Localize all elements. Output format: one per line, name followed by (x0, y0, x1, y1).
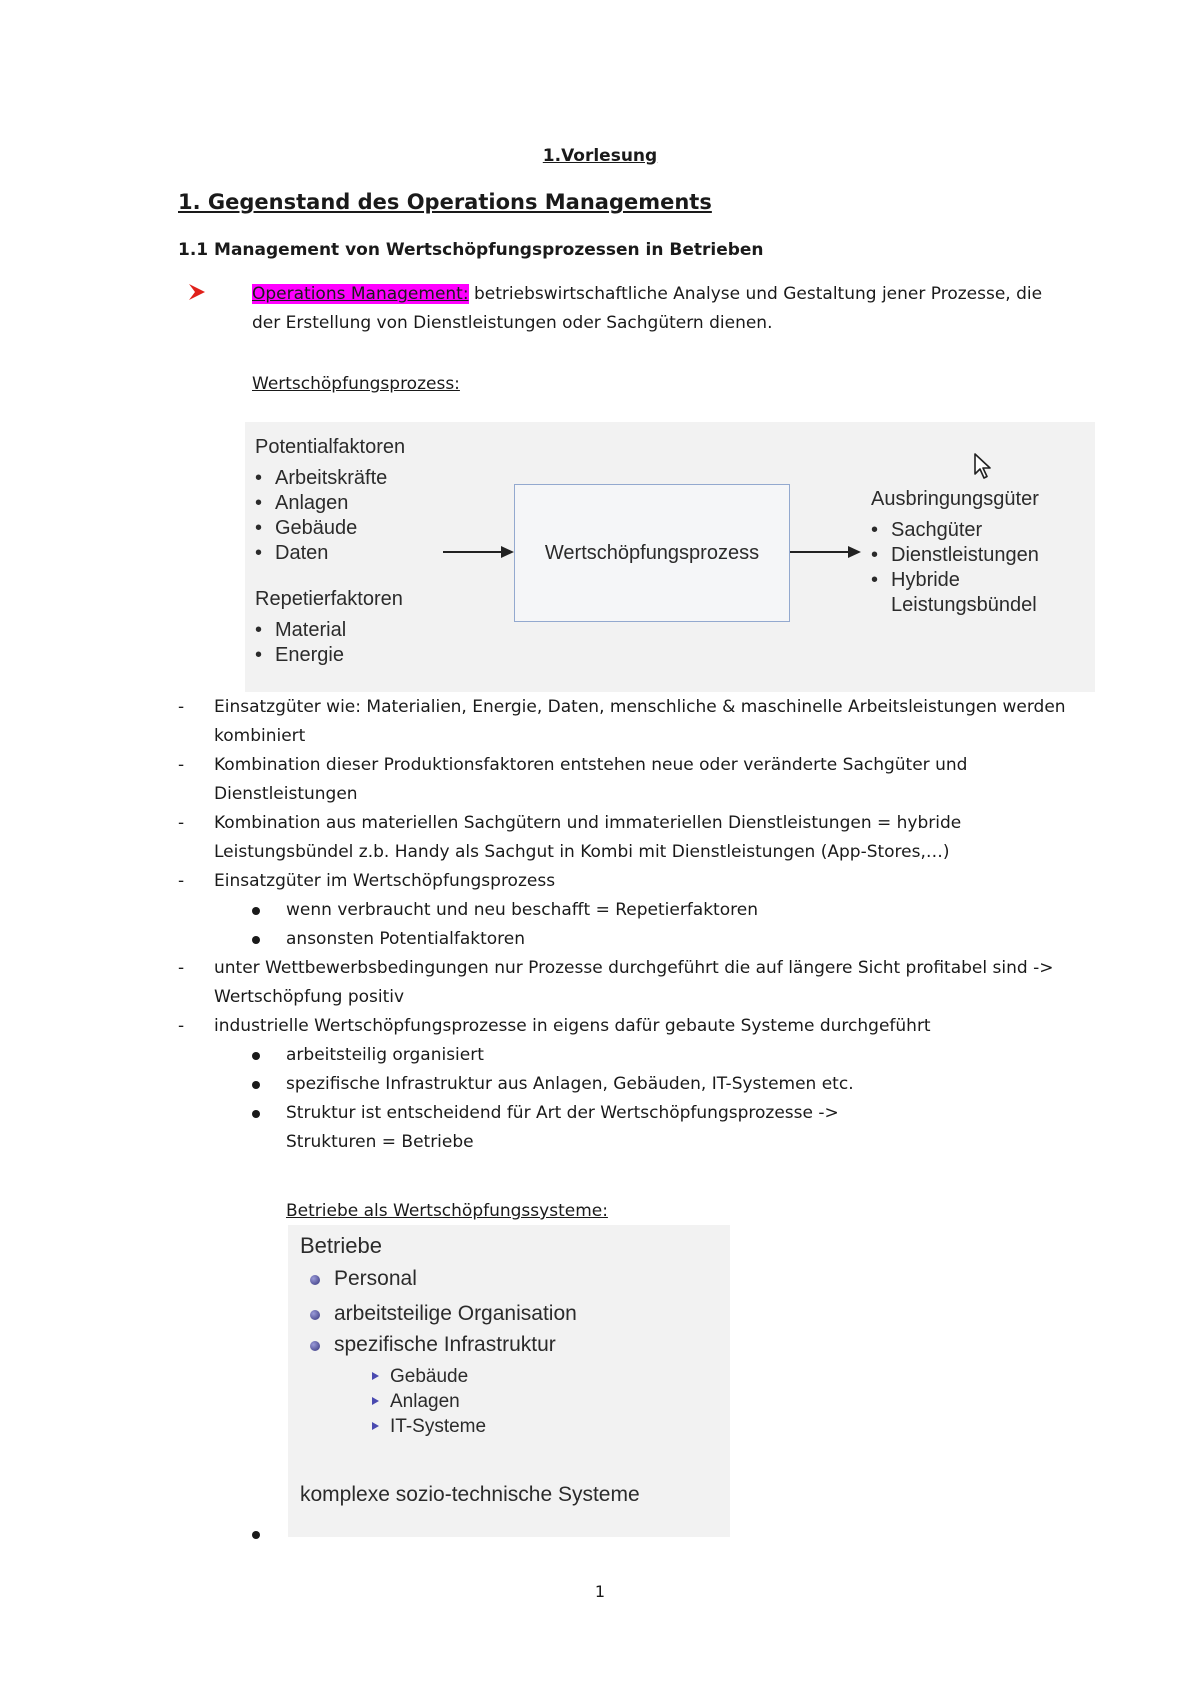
list-item: • Sachgüter (869, 518, 1069, 543)
round-bullet-icon (310, 1341, 320, 1351)
triangle-bullet-icon (372, 1372, 379, 1380)
intro-paragraph (252, 280, 1072, 338)
triangle-bullet-icon (372, 1397, 379, 1405)
output-arrow-head-icon (848, 546, 861, 558)
potential-factors-title: Potentialfaktoren (255, 436, 406, 458)
diagram-sub-item-text: Gebäude (390, 1366, 469, 1387)
list-item-text: Einsatzgüter im Wertschöpfungsprozess (214, 871, 556, 891)
diagram-footer: komplexe sozio-technische Systeme (300, 1483, 640, 1506)
dash-bullet: - (178, 1016, 185, 1036)
list-item: • Hybride Leistungsbündel (869, 568, 1061, 618)
diagram-sub-item (368, 1416, 486, 1438)
dash-bullet: - (178, 697, 185, 717)
dot-bullet (252, 907, 260, 915)
sub-list-item (178, 1070, 1078, 1099)
list-item (178, 693, 1078, 751)
sub-list-item (178, 896, 1078, 925)
output-goods-list (869, 518, 1069, 618)
input-arrow-head-icon (501, 546, 514, 558)
list-item-text: Kombination dieser Produktionsfaktoren entstehen neue oder veränderte Sachgüter und Dienstleistungen (214, 755, 968, 804)
list-item (178, 751, 1078, 809)
diagram-item-text: arbeitsteilige Organisation (334, 1302, 577, 1325)
diagram-sub-item (368, 1366, 468, 1388)
diagram-sub-item-text: Anlagen (390, 1391, 460, 1412)
process-box: Wertschöpfungsprozess (514, 484, 790, 622)
list-item-text: unter Wettbewerbsbedingungen nur Prozesse durchgeführt die auf längere Sicht profitabel sind -> Wertschöpfung positiv (214, 958, 1054, 1007)
subsection-heading: 1.1 Management von Wertschöpfungsprozessen in Betrieben (178, 240, 764, 260)
dot-bullet (252, 936, 260, 944)
empty-bullet (252, 1531, 260, 1539)
dot-bullet (252, 1052, 260, 1060)
intro-text: betriebswirtschaftliche Analyse und Gestaltung jener Prozesse, die der Erstellung von Dienstleistungen oder Sachgütern dienen. (252, 284, 1043, 333)
diagram-sub-item-text: IT-Systeme (390, 1416, 487, 1437)
dash-bullet: - (178, 958, 185, 978)
round-bullet-icon (310, 1310, 320, 1320)
diagram-item-text: Personal (334, 1267, 417, 1290)
input-arrow-line (443, 551, 503, 553)
triangle-bullet-icon (372, 1422, 379, 1430)
list-item: • Dienstleistungen (869, 543, 1069, 568)
list-item-text: Einsatzgüter wie: Materialien, Energie, Daten, menschliche & maschinelle Arbeitsleistungen werden kombiniert (214, 697, 1066, 746)
list-item-text: Kombination aus materiellen Sachgütern und immateriellen Dienstleistungen = hybride Leistungsbündel z.b. Handy als Sachgut in Kombi mit Dienstleistungen (App-Stores,…) (214, 813, 962, 862)
highlighted-term: Operations Management: (252, 284, 469, 304)
list-item-text: wenn verbraucht und neu beschafft = Repetierfaktoren (286, 900, 758, 920)
operations-systems-diagram (288, 1225, 730, 1537)
list-item-text: arbeitsteilig organisiert (286, 1045, 484, 1065)
dot-bullet (252, 1081, 260, 1089)
sub-list-item (178, 1041, 1078, 1070)
process-label: Wertschöpfungsprozess: (252, 374, 460, 394)
repetier-factors-list (253, 618, 346, 668)
diagram-sub-item (368, 1391, 460, 1413)
repetier-factors-title: Repetierfaktoren (255, 588, 403, 610)
arrow-bullet-icon (187, 283, 207, 301)
diagram-item (300, 1333, 556, 1357)
list-item-text: spezifische Infrastruktur aus Anlagen, Gebäuden, IT-Systemen etc. (286, 1074, 854, 1094)
value-creation-diagram (245, 422, 1095, 692)
section-heading: 1. Gegenstand des Operations Managements (178, 190, 712, 214)
list-item: • Arbeitskräfte (253, 466, 387, 491)
diagram-item (300, 1302, 577, 1326)
list-item: • Daten (253, 541, 387, 566)
list-item-text: ansonsten Potentialfaktoren (286, 929, 526, 949)
list-item: • Energie (253, 643, 346, 668)
potential-factors-list (253, 466, 387, 566)
sub-list-item (178, 1099, 926, 1157)
diagram-item (300, 1267, 417, 1291)
diagram-item-text: spezifische Infrastruktur (334, 1333, 556, 1356)
list-item (178, 954, 1078, 1012)
list-item: • Gebäude (253, 516, 387, 541)
page-number: 1 (594, 1582, 606, 1601)
list-item: • Material (253, 618, 346, 643)
output-arrow-line (790, 551, 850, 553)
list-item (178, 1012, 1078, 1041)
diagram-title: Betriebe (300, 1233, 382, 1258)
output-goods-title: Ausbringungsgüter (871, 488, 1039, 510)
dot-bullet (252, 1110, 260, 1118)
lecture-title: 1.Vorlesung (542, 146, 658, 166)
list-item (178, 809, 1078, 867)
dash-bullet: - (178, 755, 185, 775)
list-item: • Anlagen (253, 491, 387, 516)
cursor-icon (972, 452, 994, 482)
content-list (178, 693, 1078, 1157)
betriebe-label: Betriebe als Wertschöpfungssysteme: (286, 1201, 608, 1221)
dash-bullet: - (178, 871, 185, 891)
list-item (178, 867, 1078, 896)
list-item-text: Struktur ist entscheidend für Art der Wertschöpfungsprozesse -> Strukturen = Betriebe (286, 1103, 839, 1152)
list-item-text: industrielle Wertschöpfungsprozesse in eigens dafür gebaute Systeme durchgeführt (214, 1016, 931, 1036)
round-bullet-icon (310, 1275, 320, 1285)
dash-bullet: - (178, 813, 185, 833)
sub-list-item (178, 925, 1078, 954)
